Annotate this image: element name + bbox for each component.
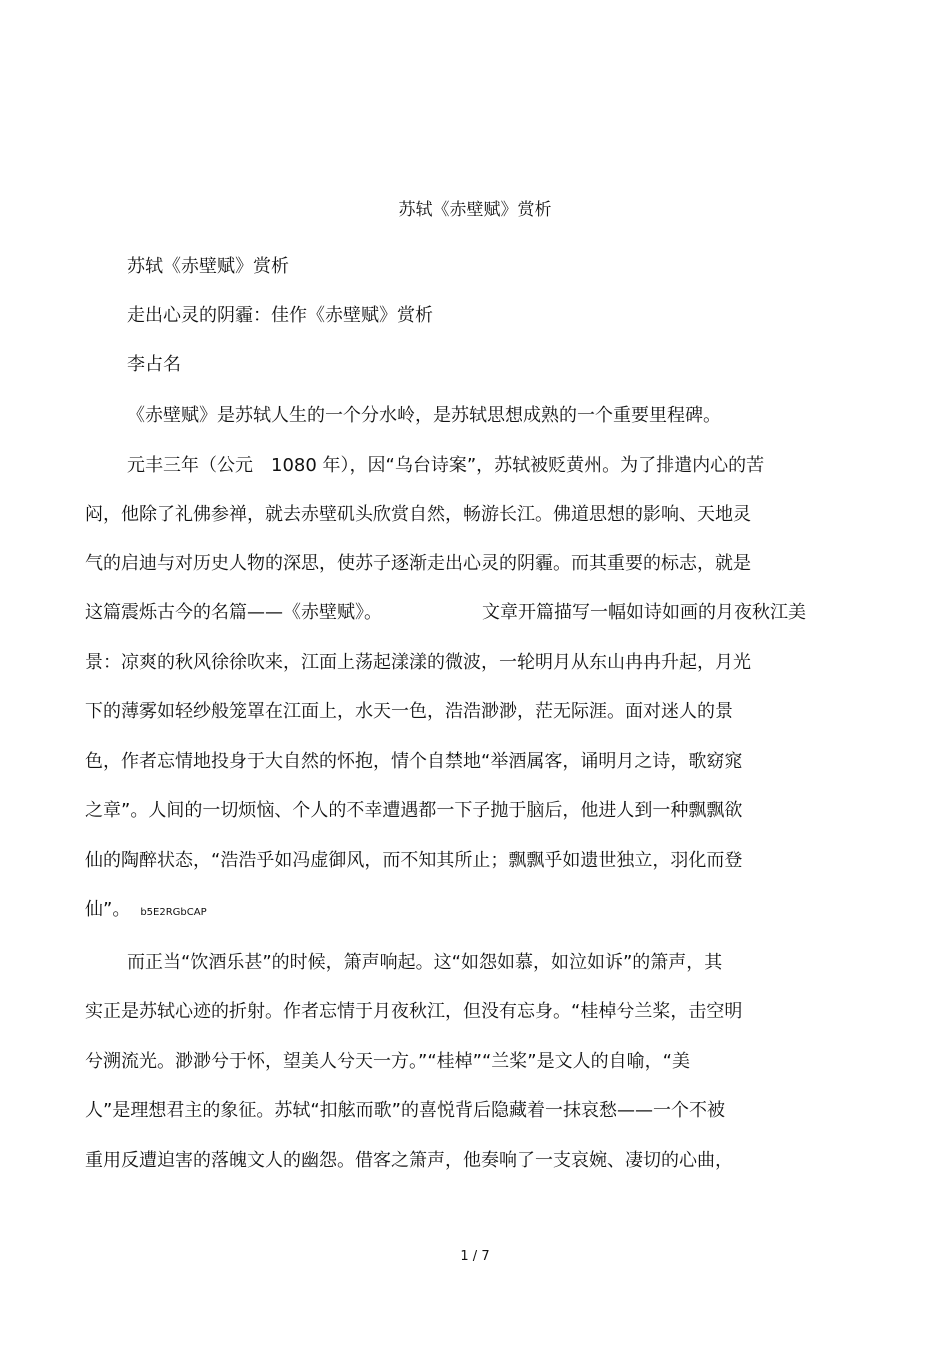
document-title: 苏轼《赤壁赋》赏析: [398, 200, 552, 220]
paragraph-2-line: 闷，他除了礼佛参禅，就去赤壁矶头欣赏自然，畅游长江。佛道思想的影响、天地灵: [85, 504, 751, 525]
paragraph-2-text: 文章开篇描写一幅如诗如画的月夜秋江美: [482, 602, 806, 623]
paragraph-3-line: 人”是理想君主的象征。苏轼“扣舷而歌”的喜悦背后隐藏着一抹哀愁——一个不被: [85, 1100, 725, 1121]
paragraph-3-line: 实正是苏轼心迹的折射。作者忘情于月夜秋江，但没有忘身。“桂棹兮兰桨，击空明: [85, 1001, 743, 1022]
paragraph-2-line: [85, 600, 806, 626]
paragraph-2-line: 景：凉爽的秋风徐徐吹来，江面上荡起漾漾的微波，一轮明月从东山冉冉升起，月光: [85, 652, 751, 673]
paragraph-3-line: 兮溯流光。渺渺兮于怀，望美人兮天一方。”“桂棹”“兰桨”是文人的自喻，“美: [85, 1051, 690, 1072]
paragraph-2-line: [85, 897, 207, 926]
paragraph-3-line: 而正当“饮酒乐甚”的时候，箫声响起。这“如怨如慕，如泣如诉”的箫声，其: [127, 952, 723, 973]
subtitle-1: 苏轼《赤壁赋》赏析: [127, 256, 289, 277]
subtitle-2: 走出心灵的阴霾：佳作《赤壁赋》赏析: [127, 305, 433, 326]
paragraph-2-line: 仙的陶醉状态，“浩浩乎如冯虚御风，而不知其所止；飘飘乎如遗世独立，羽化而登: [85, 850, 743, 871]
paragraph-3-line: 重用反遭迫害的落魄文人的幽怨。借客之箫声，他奏响了一支哀婉、凄切的心曲，: [85, 1150, 733, 1171]
paragraph-2-line: 气的启迪与对历史人物的深思，使苏子逐渐走出心灵的阴霾。而其重要的标志，就是: [85, 553, 751, 574]
paragraph-1: 《赤壁赋》是苏轼人生的一个分水岭，是苏轼思想成熟的一个重要里程碑。: [127, 405, 721, 426]
paragraph-2-text: 这篇震烁古今的名篇——《赤壁赋》。: [85, 602, 382, 623]
paragraph-2-line: 下的薄雾如轻纱般笼罩在江面上，水天一色，浩浩渺渺，茫无际涯。面对迷人的景: [85, 701, 733, 722]
document-code: b5E2RGbCAP: [140, 907, 207, 918]
paragraph-2-line: 之章”。人间的一切烦恼、个人的不幸遭遇都一下子抛于脑后，他进人到一种飘飘欲: [85, 800, 743, 821]
paragraph-2-text: 仙”。: [85, 899, 131, 920]
page-number: 1 / 7: [460, 1249, 490, 1264]
author-name: 李占名: [127, 354, 181, 375]
paragraph-2-line: 元丰三年（公元 1080 年），因“乌台诗案”，苏轼被贬黄州。为了排遣内心的苦: [127, 455, 765, 476]
paragraph-2-line: 色，作者忘情地投身于大自然的怀抱，情个自禁地“举酒属客，诵明月之诗，歌窈窕: [85, 751, 743, 772]
